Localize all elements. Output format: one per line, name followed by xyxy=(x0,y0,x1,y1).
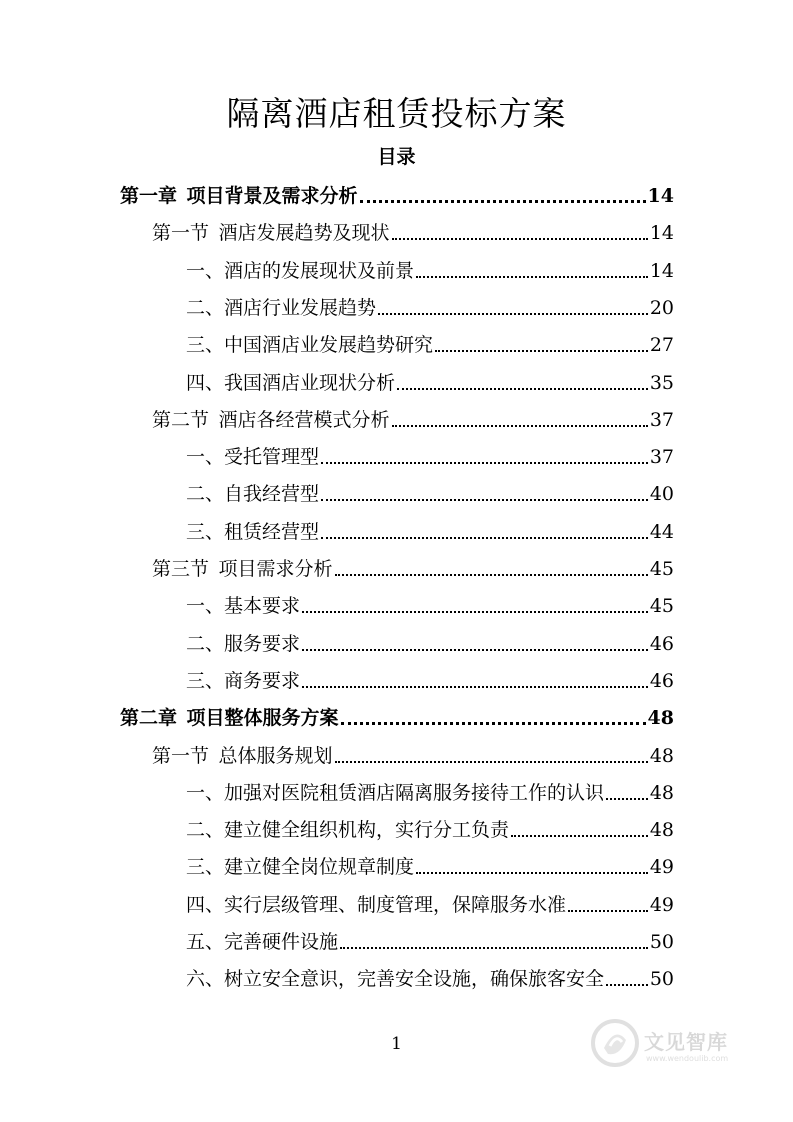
toc-entry-text: 基本要求 xyxy=(224,595,301,618)
toc-entry-label xyxy=(186,331,433,359)
toc-page-number: 48 xyxy=(649,744,674,767)
toc-entry-label xyxy=(186,853,414,881)
toc-page-number: 14 xyxy=(649,222,674,245)
toc-subsection-entry[interactable] xyxy=(186,779,674,807)
toc-page-number: 46 xyxy=(649,632,674,655)
toc-entry-label xyxy=(120,182,358,210)
toc-dot-leader xyxy=(435,350,648,352)
toc-page-number: 40 xyxy=(649,483,674,506)
toc-entry-text: 建立健全组织机构，实行分工负责 xyxy=(224,819,510,842)
toc-entry-prefix: 第三节 xyxy=(152,558,210,580)
toc-subsection-entry[interactable] xyxy=(186,369,674,397)
toc-dot-leader xyxy=(321,499,648,501)
toc-entry-text: 加强对医院租赁酒店隔离服务接待工作的认识 xyxy=(224,781,605,804)
toc-page-number: 50 xyxy=(649,968,674,991)
toc-entry-text: 自我经营型 xyxy=(224,483,320,506)
toc-page-number: 37 xyxy=(649,446,674,469)
toc-entry-label xyxy=(186,816,509,844)
toc-entry-prefix: 第一章 xyxy=(120,185,178,207)
toc-entry-label xyxy=(186,518,319,546)
toc-entry-label xyxy=(120,704,339,732)
toc-entry-label xyxy=(186,294,376,322)
toc-entry-prefix: 四、 xyxy=(186,371,225,394)
toc-dot-leader xyxy=(397,388,648,390)
toc-entry-text: 商务要求 xyxy=(224,669,301,692)
toc-entry-prefix: 五、 xyxy=(186,931,225,953)
toc-entry-text: 酒店行业发展趋势 xyxy=(224,296,377,319)
toc-entry-label xyxy=(152,219,390,247)
toc-page-number: 45 xyxy=(649,558,674,580)
toc-dot-leader xyxy=(360,200,646,203)
toc-page-number: 50 xyxy=(649,931,674,953)
toc-entry-label xyxy=(186,891,566,919)
toc-subsection-entry[interactable] xyxy=(186,257,674,285)
toc-subsection-entry[interactable] xyxy=(186,891,674,919)
toc-entry-text: 酒店的发展现状及前景 xyxy=(224,259,415,282)
toc-page-number: 14 xyxy=(649,259,674,282)
toc-entry-text: 中国酒店业发展趋势研究 xyxy=(224,334,434,357)
toc-subsection-entry[interactable] xyxy=(186,853,674,881)
toc-entry-label xyxy=(186,779,604,807)
toc-dot-leader xyxy=(416,276,648,278)
toc-entry-text: 实行层级管理、制度管理，保障服务水准 xyxy=(224,893,567,916)
toc-entry-label xyxy=(186,928,338,956)
document-title: 隔离酒店租赁投标方案 xyxy=(226,94,567,133)
toc-entry-text: 项目需求分析 xyxy=(218,558,333,580)
toc-chapter-entry[interactable] xyxy=(120,704,674,732)
toc-subsection-entry[interactable] xyxy=(186,630,674,658)
toc-dot-leader xyxy=(340,947,648,949)
toc-subsection-entry[interactable] xyxy=(186,294,674,322)
toc-entry-label xyxy=(186,592,300,620)
toc-section-entry[interactable] xyxy=(152,742,674,770)
toc-entry-label xyxy=(186,630,300,658)
toc-entry-prefix: 四、 xyxy=(186,893,225,916)
toc-entry-prefix: 第一节 xyxy=(152,222,210,245)
toc-entry-text: 总体服务规划 xyxy=(218,744,333,767)
toc-entry-prefix: 三、 xyxy=(186,334,225,357)
toc-subsection-entry[interactable] xyxy=(186,965,674,993)
toc-entry-label xyxy=(186,480,319,508)
toc-dot-leader xyxy=(568,910,648,912)
toc-entry-prefix: 一、 xyxy=(186,446,225,469)
toc-section-entry[interactable] xyxy=(152,555,674,583)
toc-entry-prefix: 二、 xyxy=(186,483,225,506)
toc-subsection-entry[interactable] xyxy=(186,816,674,844)
toc-dot-leader xyxy=(321,537,648,539)
toc-page-number: 20 xyxy=(649,296,674,319)
toc-page-number: 14 xyxy=(647,185,674,207)
toc-entry-text: 建立健全岗位规章制度 xyxy=(224,856,415,879)
toc-page-number: 49 xyxy=(649,893,674,916)
toc-entry-prefix: 二、 xyxy=(186,632,225,655)
toc-dot-leader xyxy=(341,722,646,725)
toc-entry-prefix: 第二节 xyxy=(152,408,210,431)
toc-entry-text: 受托管理型 xyxy=(224,446,320,469)
toc-entry-prefix: 三、 xyxy=(186,520,225,543)
toc-page-number: 48 xyxy=(647,707,674,730)
toc-dot-leader xyxy=(302,649,648,651)
toc-entry-text: 我国酒店业现状分析 xyxy=(224,371,396,394)
toc-entry-label xyxy=(152,742,333,770)
page-number: 1 xyxy=(391,1034,402,1054)
toc-heading: 目录 xyxy=(377,146,416,168)
toc-dot-leader xyxy=(606,798,648,800)
toc-subsection-entry[interactable] xyxy=(186,331,674,359)
toc-dot-leader xyxy=(511,835,648,837)
toc-entry-prefix: 二、 xyxy=(186,819,225,842)
toc-entry-label xyxy=(186,667,300,695)
watermark-name: 文见智库 xyxy=(644,1030,728,1054)
toc-entry-text: 酒店发展趋势及现状 xyxy=(218,222,390,245)
toc-entry-text: 酒店各经营模式分析 xyxy=(218,408,390,431)
toc-page-number: 48 xyxy=(649,781,674,804)
toc-dot-leader xyxy=(302,611,648,613)
toc-section-entry[interactable] xyxy=(152,219,674,247)
toc-page-number: 48 xyxy=(649,819,674,842)
toc-subsection-entry[interactable] xyxy=(186,480,674,508)
toc-entry-label xyxy=(152,406,390,434)
toc-dot-leader xyxy=(321,462,648,464)
watermark xyxy=(590,1018,760,1078)
toc-entry-prefix: 一、 xyxy=(186,595,225,618)
toc-dot-leader xyxy=(335,761,648,763)
wendou-logo-icon xyxy=(590,1018,640,1068)
toc-subsection-entry[interactable] xyxy=(186,592,674,620)
toc-entry-prefix: 六、 xyxy=(186,968,225,991)
toc-page-number: 46 xyxy=(649,669,674,692)
toc-dot-leader xyxy=(335,574,648,576)
toc-entry-prefix: 三、 xyxy=(186,669,225,692)
toc-entry-label xyxy=(186,443,319,471)
toc-entry-label xyxy=(186,257,414,285)
toc-entry-label xyxy=(152,555,333,583)
toc-entry-text: 租赁经营型 xyxy=(224,520,320,543)
toc-page-number: 44 xyxy=(649,520,674,543)
toc-entry-text: 项目背景及需求分析 xyxy=(186,185,358,207)
toc-entry-prefix: 第一节 xyxy=(152,744,210,767)
toc-entry-prefix: 一、 xyxy=(186,781,225,804)
toc-entry-prefix: 第二章 xyxy=(120,707,178,730)
toc-subsection-entry[interactable] xyxy=(186,443,674,471)
toc-entry-prefix: 二、 xyxy=(186,296,225,319)
toc-entry-text: 项目整体服务方案 xyxy=(186,707,339,730)
toc-entry-label xyxy=(186,369,395,397)
toc-chapter-entry[interactable] xyxy=(120,182,674,210)
toc-entry-text: 完善硬件设施 xyxy=(224,931,339,953)
toc-entry-text: 树立安全意识，完善安全设施，确保旅客安全 xyxy=(224,968,605,991)
toc-section-entry[interactable] xyxy=(152,406,674,434)
watermark-url: www.wendoulib.com xyxy=(646,1054,729,1063)
toc-entry-label xyxy=(186,965,604,993)
toc-entry-text: 服务要求 xyxy=(224,632,301,655)
toc-subsection-entry[interactable] xyxy=(186,518,674,546)
toc-dot-leader xyxy=(606,984,648,986)
toc-subsection-entry[interactable] xyxy=(186,928,674,956)
toc-subsection-entry[interactable] xyxy=(186,667,674,695)
toc-page-number: 35 xyxy=(649,371,674,394)
toc-dot-leader xyxy=(392,425,648,427)
toc-dot-leader xyxy=(378,313,648,315)
toc-dot-leader xyxy=(392,238,648,240)
toc-page-number: 49 xyxy=(649,856,674,879)
toc-page-number: 27 xyxy=(649,334,674,357)
toc-page-number: 37 xyxy=(649,408,674,431)
toc-page-number: 45 xyxy=(649,595,674,618)
toc-entry-prefix: 一、 xyxy=(186,259,225,282)
toc-dot-leader xyxy=(302,686,648,688)
toc-dot-leader xyxy=(416,872,648,874)
toc-entry-prefix: 三、 xyxy=(186,856,225,879)
